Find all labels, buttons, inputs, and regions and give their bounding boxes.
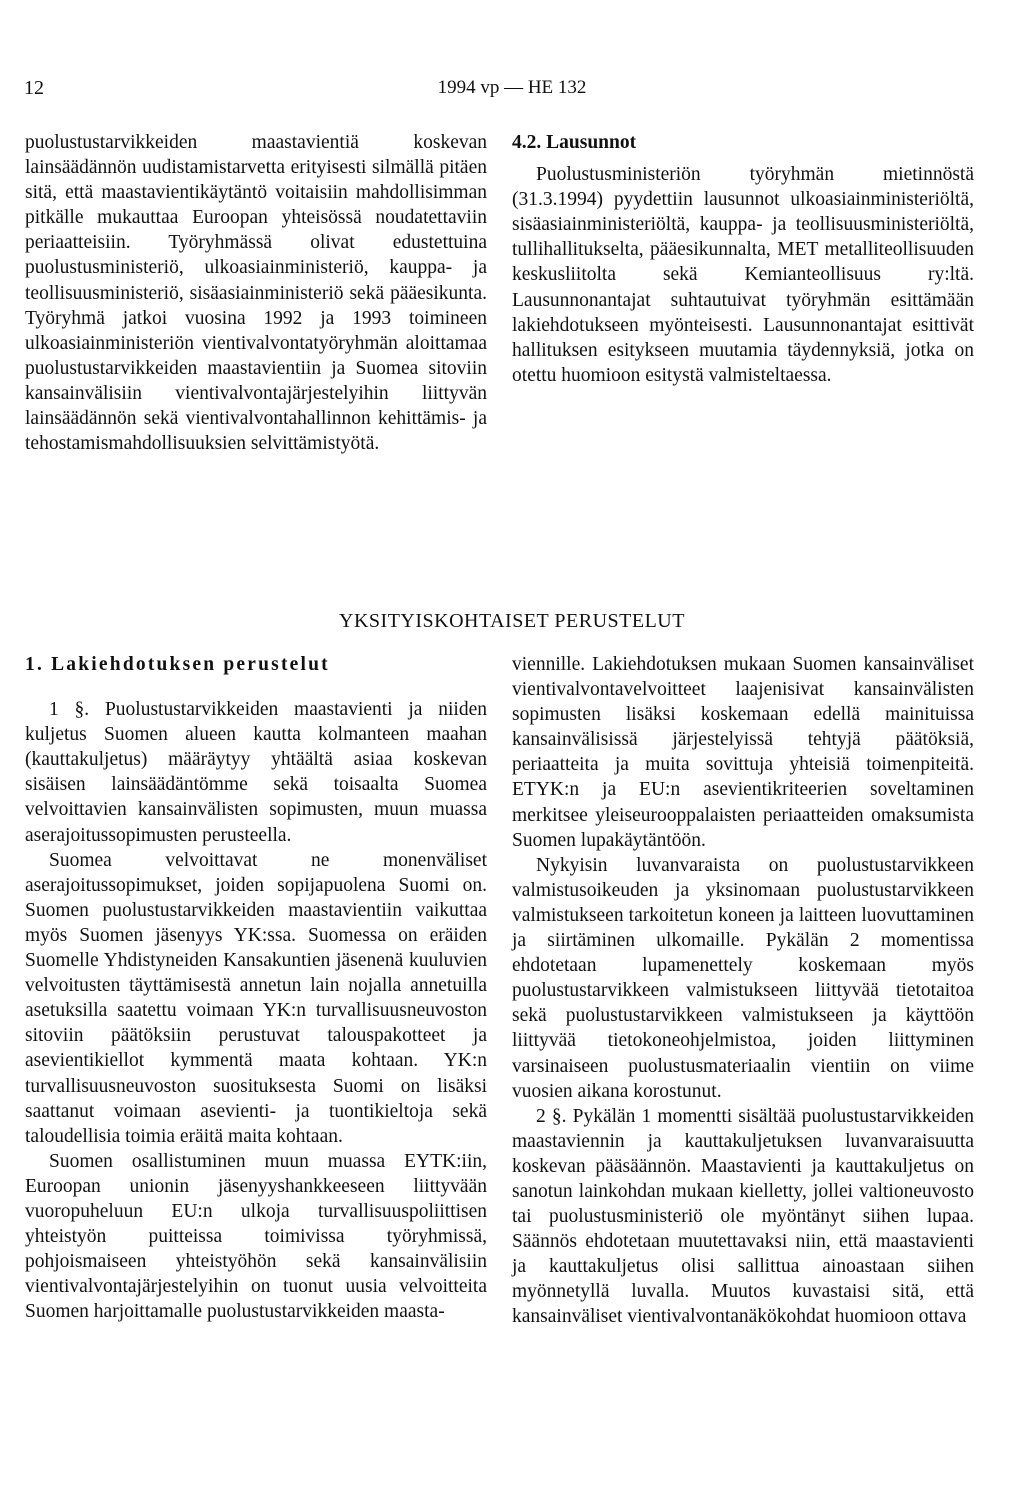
- paragraph: puolustustarvikkeiden maastavientiä koskevan lainsäädännön uudistamistarvetta erityisesti silmällä pitäen sitä, että maastavientikäytäntö voitaisiin mahdollisimman pitkälle mukauttaa Euroopan yhteisössä noudatettaviin periaatteisiin. Työryhmässä olivat edustettuina puolustusministeriö, ulkoasiainministeriö, kauppa- ja teollisuusministeriö, sisäasiainministeriö sekä pääesikunta. Työryhmä jatkoi vuosina 1992 ja 1993 toimineen ulkoasiainministeriön vientivalvontatyöryhmän aloittamaa puolustustarvikkeiden maastavientiin ja Suomea sitoviin kansainvälisiin vientivalvontajärjestelyihin liittyvän lainsäädännön sekä vientivalvontahallinnon kehittämis- ja tehostamismahdollisuuksien selvittämistyötä.: [25, 132, 487, 455]
- running-head: 1994 vp — HE 132: [437, 77, 587, 98]
- paragraph: 2 §. Pykälän 1 momentti sisältää puolustustarvikkeiden maastaviennin ja kauttakuljetuksen luvanvaraisuutta koskevan pääsäännön. Maastavienti ja kauttakuljetus on sanotun lainkohdan mukaan kielletty, jollei valtioneuvosto tai puolustusministeriö ole myöntänyt siihen lupaa. Säännös ehdotetaan muutettavaksi niin, että maastavienti ja kauttakuljetus olisi sallittua ainoastaan siihen myönnetyllä luvalla. Muutos kuvastaisi sitä, että kansainväliset vientivalvontanäkökohdat huomioon ottava: [512, 1105, 974, 1328]
- page-number: 12: [24, 77, 44, 99]
- left-column-bottom: [25, 652, 487, 1324]
- paragraph: Suomea velvoittavat ne monenväliset aserajoitussopimukset, joiden sopijapuolena Suomi on. Suomen puolustustarvikkeiden maastavientiin vaikuttaa myös Suomen jäsenyys YK:ssa. Suomessa on eräiden Suomelle Yhdistyneiden Kansakuntien jäsenenä kuuluvien velvoitusten täyttämisestä annetun lain nojalla annetuilla asetuksilla saatettu voimaan YK:n turvallisuusneuvoston sitoviin päätöksiin perustuvat talouspakotteet ja asevientikiellot kymmentä maata kohtaan. YK:n turvallisuusneuvoston suosituksesta Suomi on lisäksi saattanut voimaan asevienti- ja tuontikieltoja sekä taloudellisia toimia eräitä maita kohtaan.: [25, 849, 487, 1147]
- main-heading: YKSITYISKOHTAISET PERUSTELUT: [339, 610, 685, 632]
- paragraph: Nykyisin luvanvaraista on puolustustarvikkeen valmistusoikeuden ja yksinomaan puolustustarvikkeen valmistukseen tarkoitetun koneen ja laitteen luovuttaminen ja siirtäminen ulkomaille. Pykälän 2 momentissa ehdotetaan lupamenettely koskemaan myös puolustustarvikkeen valmistukseen liittyvää tietotaitoa sekä puolustustarvikkeen valmistukseen ja käyttöön liittyvää tietokoneohjelmistoa, joiden liittyminen varsinaiseen puolustusmateriaalin vientiin on viime vuosien aikana korostunut.: [512, 854, 974, 1102]
- section-heading-perustelut: 1. Lakiehdotuksen perustelut: [25, 654, 330, 675]
- right-column-bottom: [512, 652, 974, 1330]
- left-column-top: [25, 130, 487, 456]
- paragraph: Puolustusministeriön työryhmän mietinnöstä (31.3.1994) pyydettiin lausunnot ulkoasiainministeriöltä, sisäasiainministeriöltä, kauppa- ja teollisuusministeriöltä, tullihallitukselta, pääesikunnalta, MET metalliteollisuuden keskusliitolta sekä Kemianteollisuus ry:ltä. Lausunnonantajat suhtautuivat työryhmän esittämään lakiehdotukseen myönteisesti. Lausunnonantajat esittivät hallituksen esitykseen muutamia täydennyksiä, jotka on otettu huomioon esitystä valmisteltaessa.: [512, 164, 974, 386]
- section-heading-lausunnot: 4.2. Lausunnot: [512, 132, 637, 153]
- paragraph: 1 §. Puolustustarvikkeiden maastavienti ja niiden kuljetus Suomen alueen kautta kolmanteen maahan (kauttakuljetus) määräytyy yhtäältä asiaa koskevan sisäisen lainsäädäntömme sekä toisaalta Suomea velvoittavien kansainvälisten sopimusten, muun muassa aserajoitussopimusten perusteella.: [25, 699, 487, 846]
- paragraph: Suomen osallistuminen muun muassa EYTK:iin, Euroopan unionin jäsenyyshankkeeseen liittyvään vuoropuheluun EU:n ulkoja turvallisuuspoliittisen yhteistyön puitteissa toimivissa työryhmissä, pohjoismaiseen yhteistyöhön sekä kansainvälisiin vientivalvontajärjestelyihin on tuonut uusia velvoitteita Suomen harjoittamalle puolustustarvikkeiden maasta-: [25, 1150, 487, 1323]
- right-column-top: [512, 130, 974, 388]
- paragraph: viennille. Lakiehdotuksen mukaan Suomen kansainväliset vientivalvontavelvoitteet laajenisivat kansainvälisten sopimusten lisäksi koskemaan edellä mainituissa kansainvälisissä järjestelyissä tehtyjä päätöksiä, periaatteita ja muita sovittuja yhteisiä toimenpiteitä. ETYK:n ja EU:n asevientikriteerien soveltaminen merkitsee yleiseurooppalaisten periaatteiden omaksumista Suomen lupakäytäntöön.: [512, 654, 974, 851]
